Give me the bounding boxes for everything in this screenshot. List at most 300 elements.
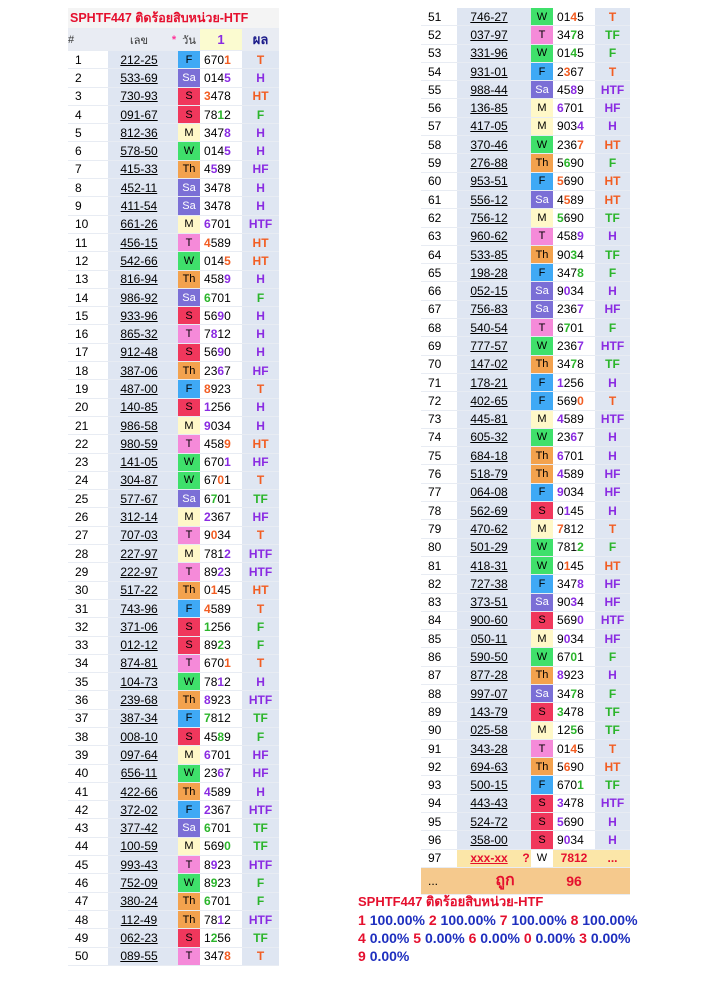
row-day: Th bbox=[178, 362, 200, 380]
digit: 0 bbox=[217, 491, 225, 506]
row-gap bbox=[521, 172, 531, 190]
row-digits bbox=[553, 410, 595, 428]
prediction-result: ... bbox=[595, 849, 630, 867]
digit: 8 bbox=[224, 125, 231, 140]
row-gap bbox=[170, 746, 178, 764]
row-result: H bbox=[595, 117, 630, 135]
digit: 1 bbox=[217, 546, 225, 561]
row-index: 3 bbox=[68, 87, 108, 105]
digit: 5 bbox=[557, 759, 564, 774]
row-index: 48 bbox=[68, 910, 108, 928]
digit: 9 bbox=[557, 833, 564, 847]
digit: 4 bbox=[210, 89, 218, 104]
row-lot: 140-85 bbox=[108, 398, 170, 416]
row-day: M bbox=[531, 520, 553, 538]
digit: 2 bbox=[224, 546, 231, 561]
digit: 7 bbox=[210, 455, 218, 470]
total-blank bbox=[595, 867, 630, 894]
digit: 4 bbox=[204, 162, 211, 177]
row-gap bbox=[521, 483, 531, 501]
row-digits bbox=[200, 929, 242, 947]
table-row bbox=[68, 746, 279, 764]
row-lot: 533-85 bbox=[457, 245, 521, 263]
row-digits bbox=[200, 801, 242, 819]
row-gap bbox=[521, 81, 531, 99]
row-result: TF bbox=[595, 721, 630, 739]
row-gap bbox=[170, 892, 178, 910]
row-day: Sa bbox=[178, 179, 200, 197]
row-result: TF bbox=[595, 703, 630, 721]
row-index: 72 bbox=[421, 392, 457, 410]
digit: 4 bbox=[210, 949, 218, 964]
digit: 8 bbox=[577, 704, 584, 719]
row-result: H bbox=[595, 447, 630, 465]
digit: 6 bbox=[563, 759, 571, 774]
row-index: 84 bbox=[421, 611, 457, 629]
row-lot: 100-59 bbox=[108, 837, 170, 855]
row-result: TF bbox=[595, 26, 630, 44]
summary-line-1 bbox=[358, 911, 698, 929]
row-day: W bbox=[178, 453, 200, 471]
digit: 7 bbox=[210, 491, 218, 506]
digit: 8 bbox=[217, 162, 225, 177]
digit: 1 bbox=[557, 723, 564, 738]
row-index: 82 bbox=[421, 575, 457, 593]
row-lot: 112-49 bbox=[108, 910, 170, 928]
digit: 1 bbox=[224, 455, 231, 470]
row-result: T bbox=[242, 947, 279, 965]
digit: 3 bbox=[210, 363, 218, 378]
row-day: F bbox=[531, 172, 553, 190]
row-gap bbox=[170, 636, 178, 654]
digit: 5 bbox=[204, 308, 211, 323]
row-day: T bbox=[178, 435, 200, 453]
digit: 4 bbox=[204, 601, 211, 616]
row-index: 22 bbox=[68, 435, 108, 453]
row-index: 43 bbox=[68, 819, 108, 837]
table-row bbox=[68, 124, 279, 142]
row-day: F bbox=[531, 264, 553, 282]
row-digits bbox=[200, 654, 242, 672]
row-digits bbox=[553, 593, 595, 611]
digit: 3 bbox=[570, 595, 578, 610]
row-day: W bbox=[178, 471, 200, 489]
row-digits bbox=[553, 227, 595, 245]
row-digits bbox=[200, 782, 242, 800]
row-day: F bbox=[531, 483, 553, 501]
digit: 4 bbox=[217, 253, 225, 268]
summary-percent: 100.00% bbox=[582, 912, 638, 928]
summary-percent: 0.00% bbox=[369, 930, 414, 946]
digit: 5 bbox=[563, 192, 571, 207]
row-result: H bbox=[242, 124, 279, 142]
row-digits bbox=[200, 618, 242, 636]
digit: 2 bbox=[217, 638, 225, 653]
table-row bbox=[68, 636, 279, 654]
row-day: Sa bbox=[178, 197, 200, 215]
total-label: ถูก bbox=[457, 867, 553, 894]
row-day: S bbox=[531, 611, 553, 629]
row-lot: 900-60 bbox=[457, 611, 521, 629]
digit: 3 bbox=[224, 381, 231, 396]
row-day: T bbox=[178, 563, 200, 581]
digit: 0 bbox=[210, 528, 218, 543]
row-index: 96 bbox=[421, 831, 457, 849]
digit: 7 bbox=[570, 576, 578, 591]
row-index: 40 bbox=[68, 764, 108, 782]
digit: 5 bbox=[577, 9, 584, 24]
digit: 2 bbox=[577, 521, 584, 536]
row-index: 18 bbox=[68, 362, 108, 380]
row-index: 67 bbox=[421, 300, 457, 318]
digit: 1 bbox=[224, 656, 231, 671]
row-digits bbox=[200, 581, 242, 599]
row-result: T bbox=[242, 654, 279, 672]
row-gap bbox=[170, 508, 178, 526]
row-day: Sa bbox=[531, 81, 553, 99]
table-row bbox=[421, 355, 630, 373]
row-lot: 577-67 bbox=[108, 490, 170, 508]
row-digits bbox=[553, 648, 595, 666]
row-gap bbox=[170, 673, 178, 691]
digit: 4 bbox=[563, 704, 571, 719]
row-lot: 097-64 bbox=[108, 746, 170, 764]
digit: 0 bbox=[577, 613, 584, 628]
digit: 3 bbox=[217, 418, 225, 433]
row-result: F bbox=[242, 874, 279, 892]
table-row bbox=[68, 380, 279, 398]
row-index: 57 bbox=[421, 117, 457, 135]
row-digits bbox=[200, 709, 242, 727]
digit: 3 bbox=[570, 119, 578, 134]
row-result: HT bbox=[242, 233, 279, 251]
row-gap bbox=[170, 709, 178, 727]
table-row bbox=[421, 26, 630, 44]
digit: 9 bbox=[224, 784, 231, 799]
row-index: 56 bbox=[421, 99, 457, 117]
digit: 3 bbox=[563, 338, 571, 353]
row-lot: 343-28 bbox=[457, 739, 521, 757]
digit: 7 bbox=[570, 265, 578, 280]
digit: 3 bbox=[557, 796, 564, 811]
row-day: W bbox=[531, 556, 553, 574]
row-index: 55 bbox=[421, 81, 457, 99]
digit: 6 bbox=[210, 345, 218, 360]
digit: 4 bbox=[557, 82, 564, 97]
row-index: 53 bbox=[421, 44, 457, 62]
row-digits bbox=[553, 794, 595, 812]
row-result: TF bbox=[242, 837, 279, 855]
row-gap bbox=[521, 428, 531, 446]
row-result: H bbox=[595, 831, 630, 849]
row-gap bbox=[170, 288, 178, 306]
row-digits bbox=[553, 62, 595, 80]
row-result: F bbox=[595, 44, 630, 62]
row-result: HT bbox=[595, 136, 630, 154]
digit: 0 bbox=[577, 156, 584, 171]
row-result: HT bbox=[242, 252, 279, 270]
digit: 8 bbox=[563, 521, 571, 536]
row-digits bbox=[200, 51, 242, 69]
digit: 0 bbox=[577, 210, 584, 225]
row-lot: 993-43 bbox=[108, 856, 170, 874]
digit: 2 bbox=[557, 64, 564, 79]
digit: 3 bbox=[224, 638, 231, 653]
digit: 0 bbox=[217, 455, 225, 470]
row-day: M bbox=[178, 746, 200, 764]
table-row bbox=[68, 105, 279, 123]
digit: 3 bbox=[557, 265, 564, 280]
digit: 1 bbox=[577, 320, 584, 335]
row-digits bbox=[553, 264, 595, 282]
row-gap bbox=[521, 575, 531, 593]
row-digits bbox=[200, 746, 242, 764]
digit: 4 bbox=[557, 412, 564, 427]
digit: 1 bbox=[224, 491, 231, 506]
digit: 8 bbox=[577, 265, 584, 280]
digit: 0 bbox=[570, 650, 578, 665]
digit: 0 bbox=[210, 418, 218, 433]
row-result: HF bbox=[242, 746, 279, 764]
row-index: 89 bbox=[421, 703, 457, 721]
digit: 3 bbox=[224, 564, 231, 579]
row-lot: 752-09 bbox=[108, 874, 170, 892]
row-result: HF bbox=[242, 764, 279, 782]
digit: 3 bbox=[204, 180, 211, 195]
digit: 8 bbox=[204, 381, 211, 396]
digit: 1 bbox=[557, 375, 564, 390]
digit: 5 bbox=[570, 723, 578, 738]
row-result: HTF bbox=[242, 910, 279, 928]
row-lot: 777-57 bbox=[457, 337, 521, 355]
row-lot: 707-03 bbox=[108, 526, 170, 544]
digit: 9 bbox=[557, 247, 564, 262]
row-day: F bbox=[531, 392, 553, 410]
digit: 7 bbox=[563, 101, 571, 116]
row-gap bbox=[521, 831, 531, 849]
table-row bbox=[68, 947, 279, 965]
digit: 5 bbox=[210, 729, 218, 744]
row-day: W bbox=[531, 8, 553, 26]
row-gap bbox=[521, 611, 531, 629]
row-gap bbox=[170, 910, 178, 928]
row-result: H bbox=[242, 69, 279, 87]
table-row bbox=[421, 428, 630, 446]
row-lot: 500-15 bbox=[457, 776, 521, 794]
row-digits bbox=[553, 99, 595, 117]
row-index: 27 bbox=[68, 526, 108, 544]
row-day: S bbox=[178, 618, 200, 636]
row-digits bbox=[553, 355, 595, 373]
digit: 5 bbox=[210, 272, 218, 287]
digit: 4 bbox=[563, 796, 571, 811]
row-digits bbox=[553, 703, 595, 721]
prediction-index: 97 bbox=[421, 849, 457, 867]
row-index: 66 bbox=[421, 282, 457, 300]
row-gap bbox=[170, 416, 178, 434]
digit: 2 bbox=[557, 430, 564, 445]
row-lot: 037-97 bbox=[457, 26, 521, 44]
row-index: 1 bbox=[68, 51, 108, 69]
row-digits bbox=[553, 666, 595, 684]
table-row bbox=[421, 300, 630, 318]
digit: 9 bbox=[557, 485, 564, 500]
summary-line-2 bbox=[358, 929, 698, 947]
digit: 1 bbox=[570, 540, 578, 555]
row-day: M bbox=[531, 99, 553, 117]
table-row bbox=[421, 575, 630, 593]
digit: 9 bbox=[204, 528, 211, 543]
digit: 6 bbox=[204, 491, 211, 506]
table-row bbox=[421, 813, 630, 831]
digit: 5 bbox=[563, 229, 571, 244]
row-day: M bbox=[178, 508, 200, 526]
row-gap bbox=[521, 44, 531, 62]
row-index: 64 bbox=[421, 245, 457, 263]
row-lot: 980-59 bbox=[108, 435, 170, 453]
digit: 6 bbox=[204, 217, 211, 232]
digit: 6 bbox=[224, 930, 231, 945]
digit: 1 bbox=[204, 619, 211, 634]
row-lot: 062-23 bbox=[108, 929, 170, 947]
digit: 9 bbox=[217, 839, 225, 854]
digit: 3 bbox=[557, 576, 564, 591]
row-index: 74 bbox=[421, 428, 457, 446]
row-day: Sa bbox=[178, 69, 200, 87]
digit: 8 bbox=[217, 436, 225, 451]
digit: 0 bbox=[204, 70, 211, 85]
row-lot: 877-28 bbox=[457, 666, 521, 684]
digit: 9 bbox=[557, 119, 564, 134]
digit: 0 bbox=[563, 485, 571, 500]
row-gap bbox=[521, 520, 531, 538]
digit: 8 bbox=[210, 912, 218, 927]
row-gap bbox=[170, 563, 178, 581]
table-row bbox=[68, 727, 279, 745]
row-day: T bbox=[178, 526, 200, 544]
row-digits bbox=[200, 819, 242, 837]
row-day: T bbox=[531, 26, 553, 44]
digit: 9 bbox=[224, 272, 231, 287]
row-lot: 417-05 bbox=[457, 117, 521, 135]
row-gap bbox=[170, 380, 178, 398]
digit: 7 bbox=[210, 894, 218, 909]
row-result: H bbox=[242, 142, 279, 160]
row-result: HTF bbox=[595, 410, 630, 428]
row-day: S bbox=[178, 929, 200, 947]
table-row bbox=[68, 215, 279, 233]
prediction-lot: xxx-xx bbox=[457, 849, 521, 867]
header-index: # bbox=[68, 29, 108, 51]
row-digits bbox=[200, 197, 242, 215]
row-day: T bbox=[178, 654, 200, 672]
row-digits bbox=[200, 124, 242, 142]
row-index: 92 bbox=[421, 758, 457, 776]
digit: 3 bbox=[557, 704, 564, 719]
row-day: S bbox=[178, 343, 200, 361]
row-gap bbox=[521, 502, 531, 520]
row-lot: 533-69 bbox=[108, 69, 170, 87]
row-digits bbox=[200, 307, 242, 325]
row-lot: 524-72 bbox=[457, 813, 521, 831]
digit: 0 bbox=[217, 217, 225, 232]
row-digits bbox=[200, 856, 242, 874]
digit: 2 bbox=[217, 876, 225, 890]
row-lot: 276-88 bbox=[457, 154, 521, 172]
row-digits bbox=[553, 209, 595, 227]
row-lot: 222-97 bbox=[108, 563, 170, 581]
row-day: F bbox=[178, 51, 200, 69]
row-day: Th bbox=[531, 666, 553, 684]
row-result: F bbox=[242, 288, 279, 306]
row-result: F bbox=[242, 618, 279, 636]
row-lot: 997-07 bbox=[457, 684, 521, 702]
digit: 8 bbox=[210, 327, 218, 342]
digit: 4 bbox=[224, 528, 231, 543]
row-gap bbox=[170, 362, 178, 380]
row-day: W bbox=[178, 142, 200, 160]
row-gap bbox=[521, 794, 531, 812]
results-table-right bbox=[421, 8, 630, 895]
row-digits bbox=[200, 416, 242, 434]
table-row bbox=[421, 666, 630, 684]
digit: 9 bbox=[210, 564, 218, 579]
table-row bbox=[421, 538, 630, 556]
row-gap bbox=[521, 758, 531, 776]
summary-percent: 0.00% bbox=[480, 930, 524, 946]
row-digits bbox=[200, 325, 242, 343]
row-index: 8 bbox=[68, 179, 108, 197]
row-lot: 239-68 bbox=[108, 691, 170, 709]
row-digits bbox=[200, 490, 242, 508]
row-result: H bbox=[242, 325, 279, 343]
table-row bbox=[421, 703, 630, 721]
digit: 0 bbox=[563, 284, 571, 299]
digit: 7 bbox=[224, 766, 231, 781]
digit: 9 bbox=[570, 210, 578, 225]
digit: 9 bbox=[224, 436, 231, 451]
row-index: 51 bbox=[421, 8, 457, 26]
table-row bbox=[421, 190, 630, 208]
digit: 0 bbox=[224, 839, 231, 854]
digit: 0 bbox=[217, 290, 225, 305]
row-gap bbox=[170, 51, 178, 69]
row-result: H bbox=[242, 416, 279, 434]
digit: 3 bbox=[563, 302, 571, 317]
table-row bbox=[68, 416, 279, 434]
row-lot: 661-26 bbox=[108, 215, 170, 233]
summary-percent: 0.00% bbox=[424, 930, 469, 946]
row-result: HF bbox=[595, 593, 630, 611]
digit: 2 bbox=[563, 375, 571, 390]
row-gap bbox=[170, 233, 178, 251]
row-digits bbox=[553, 684, 595, 702]
row-gap bbox=[521, 62, 531, 80]
digit: 4 bbox=[563, 357, 571, 372]
digit: 5 bbox=[210, 162, 218, 177]
table-row bbox=[68, 910, 279, 928]
digit: 6 bbox=[557, 101, 564, 116]
row-index: 91 bbox=[421, 739, 457, 757]
row-lot: 091-67 bbox=[108, 105, 170, 123]
row-digits bbox=[200, 142, 242, 160]
table-row bbox=[421, 392, 630, 410]
row-digits bbox=[200, 526, 242, 544]
digit: 5 bbox=[217, 930, 225, 945]
row-index: 83 bbox=[421, 593, 457, 611]
summary-percent: 100.00% bbox=[511, 912, 571, 928]
table-row bbox=[68, 69, 279, 87]
